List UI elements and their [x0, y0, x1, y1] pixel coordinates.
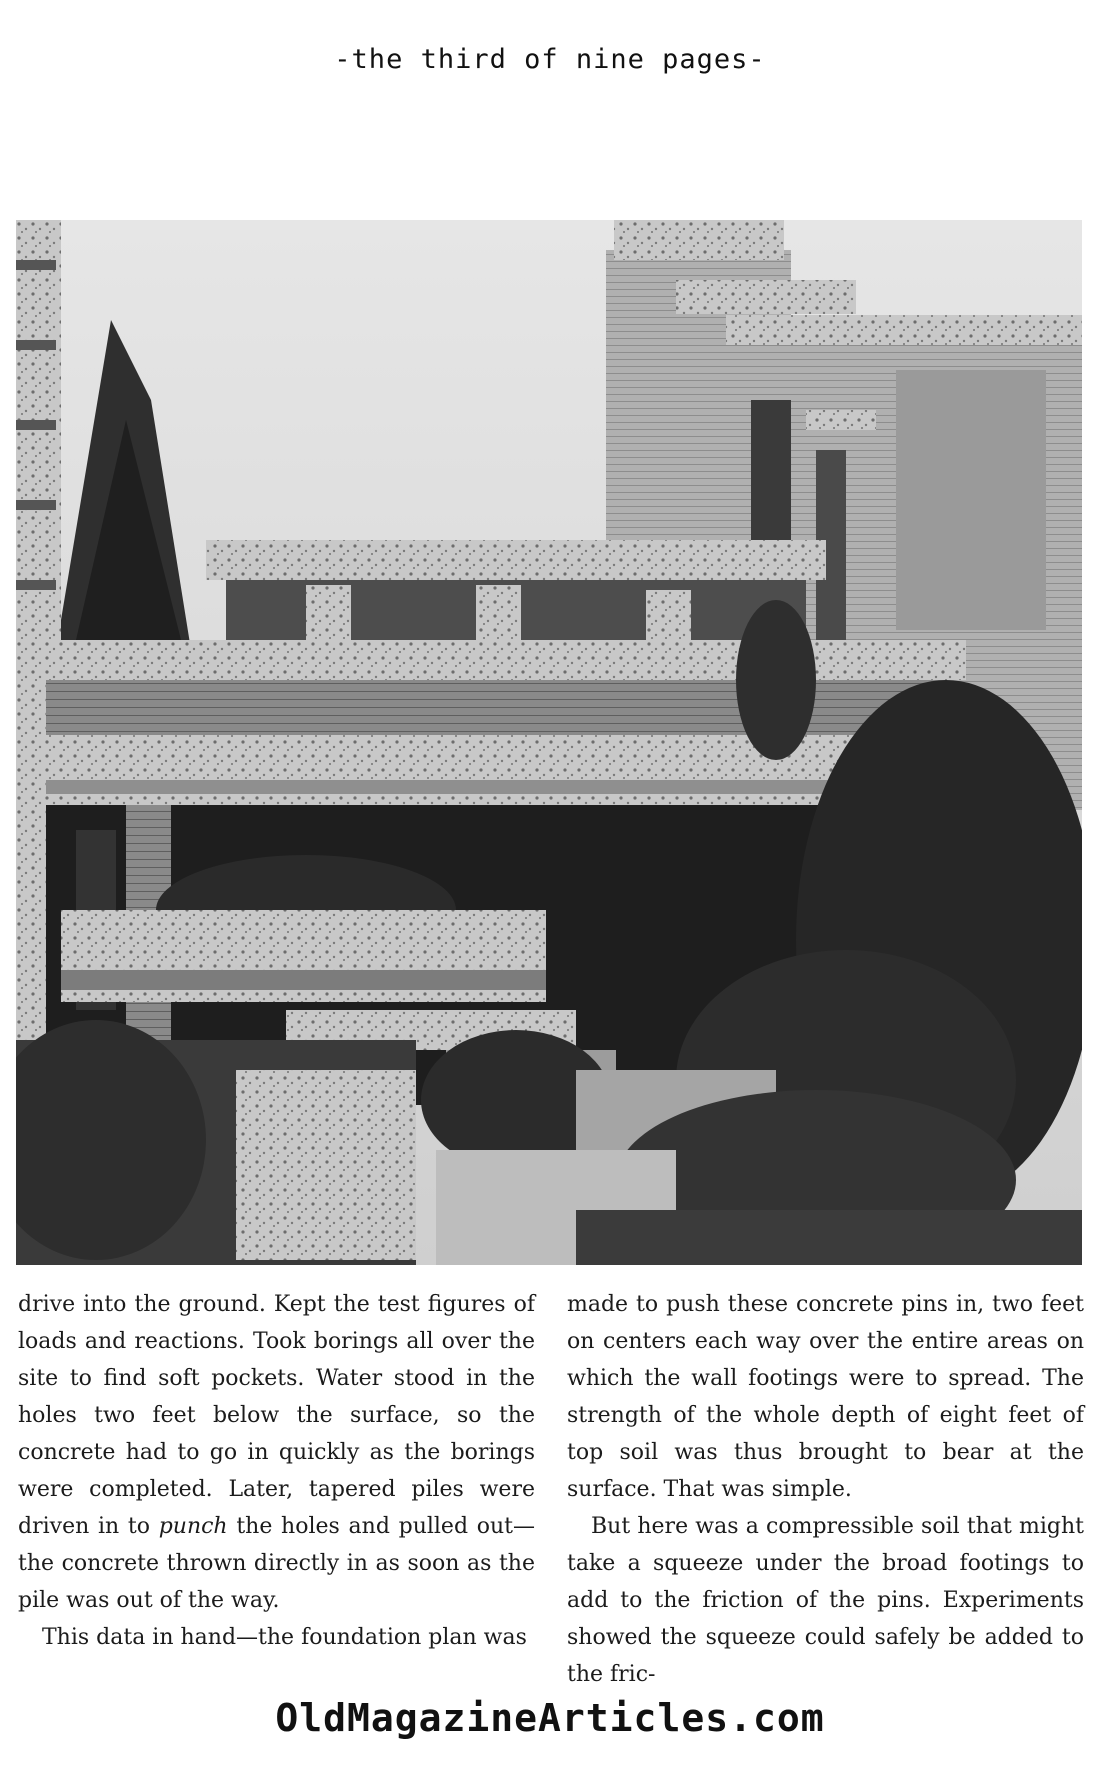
- article-columns: [18, 1286, 1086, 1687]
- left-paragraph-1: [18, 1286, 535, 1619]
- building-photo: [16, 220, 1082, 1265]
- left-paragraph-2: This data in hand—the foundation plan was: [42, 1625, 527, 1650]
- right-paragraph-1: made to push these concrete pins in, two feet on centers each way over the entire areas on which the wall footings were to spread. The strength of the whole depth of eight feet of top soil was thus brought to bear at the surface. That was simple.: [567, 1292, 1084, 1502]
- site-footer: OldMagazineArticles.com: [275, 1696, 825, 1740]
- article-left-column: [18, 1286, 535, 1656]
- page-header: -the third of nine pages-: [334, 44, 766, 75]
- left-paragraph-1-text-b: the holes and pulled out—the concrete thrown directly in as soon as the pile was out of the way.: [18, 1514, 535, 1613]
- building-photo-icon: [16, 220, 1082, 1265]
- left-paragraph-1-emphasis: punch: [158, 1514, 228, 1539]
- right-paragraph-2: But here was a compressible soil that might take a squeeze under the broad footings to add to the friction of the pins. Experiments showed the squeeze could safely be added to the fric-: [567, 1514, 1084, 1687]
- article-right-column: [567, 1286, 1084, 1693]
- left-paragraph-1-text-a: drive into the ground. Kept the test figures of loads and reactions. Took borings all over the site to find soft pockets. Water stood in the holes two feet below the surface, so the concrete had to go in quickly as the borings were completed. Later, tapered piles were driven in to: [18, 1292, 535, 1539]
